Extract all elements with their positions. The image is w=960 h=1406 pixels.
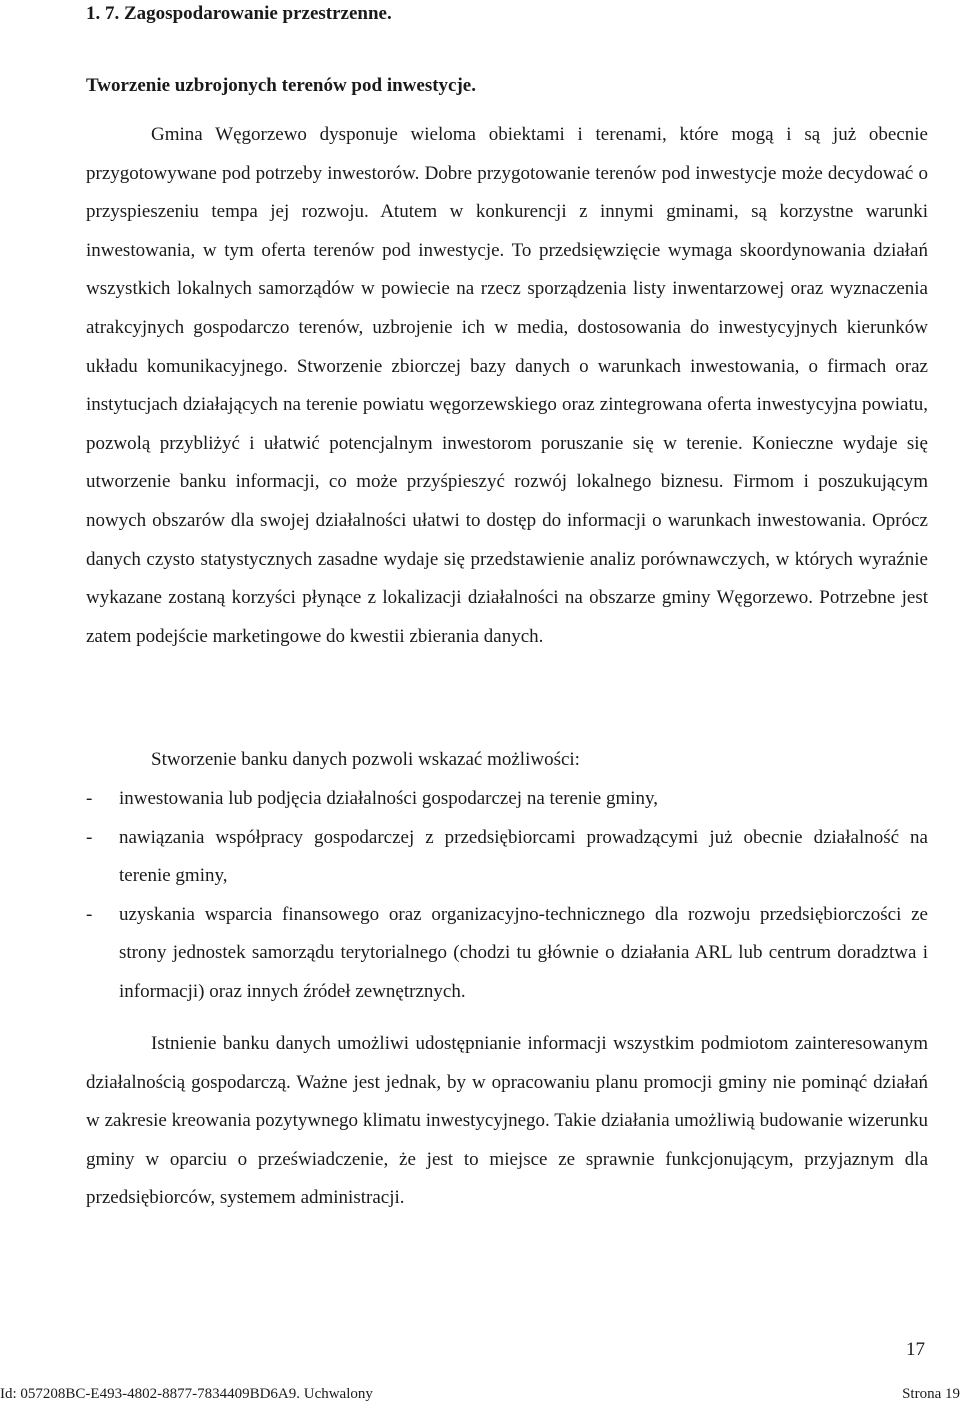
- list-dash: -: [86, 788, 93, 809]
- footer-page-label: Strona 19: [902, 1386, 960, 1402]
- page-number: 17: [906, 1339, 925, 1360]
- section-heading: 1. 7. Zagospodarowanie przestrzenne.: [86, 3, 392, 24]
- list-item-text: inwestowania lub podjęcia działalności gospodarczej na terenie gminy,: [119, 788, 659, 809]
- footer-document-id: Id: 057208BC-E493-4802-8877-7834409BD6A9. Uchwalony: [0, 1386, 373, 1402]
- paragraph-data-bank-intro: Stworzenie banku danych pozwoli wskazać możliwości:: [151, 749, 580, 770]
- paragraph-investment-areas: Gmina Węgorzewo dysponuje wieloma obiektami i terenami, które mogą i są już obecnie przygotowywane pod potrzeby inwestorów. Dobre przygotowanie terenów pod inwestycje może decydować o przyspieszeniu tempa jej rozwoju. Atutem w konkurencji z innymi gminami, są korzystne warunki inwestowania, w tym oferta terenów pod inwestycje. To przedsięwzięcie wymaga skoordynowania działań wszystkich lokalnych samorządów w powiecie na rzecz sporządzenia listy inwentarzowej oraz wyznaczenia atrakcyjnych gospodarczo terenów, uzbrojenie ich w media, dostosowania do inwestycyjnych kierunków układu komunikacyjnego. Stworzenie zbiorczej bazy danych o warunkach inwestowania, o firmach oraz instytucjach działających na terenie powiatu węgorzewskiego oraz zintegrowana oferta inwestycyjna powiatu, pozwolą przybliżyć i ułatwić potencjalnym inwestorom poruszanie się w terenie. Konieczne wydaje się utworzenie banku informacji, co może przyśpieszyć rozwój lokalnego biznesu. Firmom i poszukującym nowych obszarów dla swojej działalności ułatwi to dostęp do informacji o warunkach inwestowania. Oprócz danych czysto statystycznych zasadne wydaje się przedstawienie analiz porównawczych, w których wyraźnie wykazane zostaną korzyści płynące z lokalizacji działalności na obszarze gminy Węgorzewo. Potrzebne jest zatem podejście marketingowe do kwestii zbierania danych.: [86, 124, 928, 647]
- list-dash: -: [86, 826, 93, 848]
- list-dash: -: [86, 903, 93, 925]
- subheading: Tworzenie uzbrojonych terenów pod inwestycje.: [86, 75, 476, 96]
- list-item: [86, 780, 928, 819]
- list-item-text: nawiązania współpracy gospodarczej z przedsiębiorcami prowadzącymi już obecnie działalność na terenie gminy,: [119, 826, 928, 887]
- list-item: [86, 819, 928, 896]
- list-item-text: uzyskania wsparcia finansowego oraz organizacyjno-technicznego dla rozwoju przedsiębiorczości ze strony jednostek samorządu terytorialnego (chodzi tu głównie o działania ARL lub centrum doradztwa i informacji) oraz innych źródeł zewnętrznych.: [119, 903, 928, 1002]
- footer: [0, 1383, 960, 1405]
- possibilities-list: [86, 780, 928, 1012]
- list-item: [86, 896, 928, 1012]
- paragraph-data-bank-benefits: Istnienie banku danych umożliwi udostępnianie informacji wszystkim podmiotom zainteresowanym działalnością gospodarczą. Ważne jest jednak, by w opracowaniu planu promocji gminy nie pominąć działań w zakresie kreowania pozytywnego klimatu inwestycyjnego. Takie działania umożliwią budowanie wizerunku gminy w oparciu o przeświadczenie, że jest to miejsce ze sprawnie funkcjonującym, przyjaznym dla przedsiębiorców, systemem administracji.: [86, 1033, 928, 1209]
